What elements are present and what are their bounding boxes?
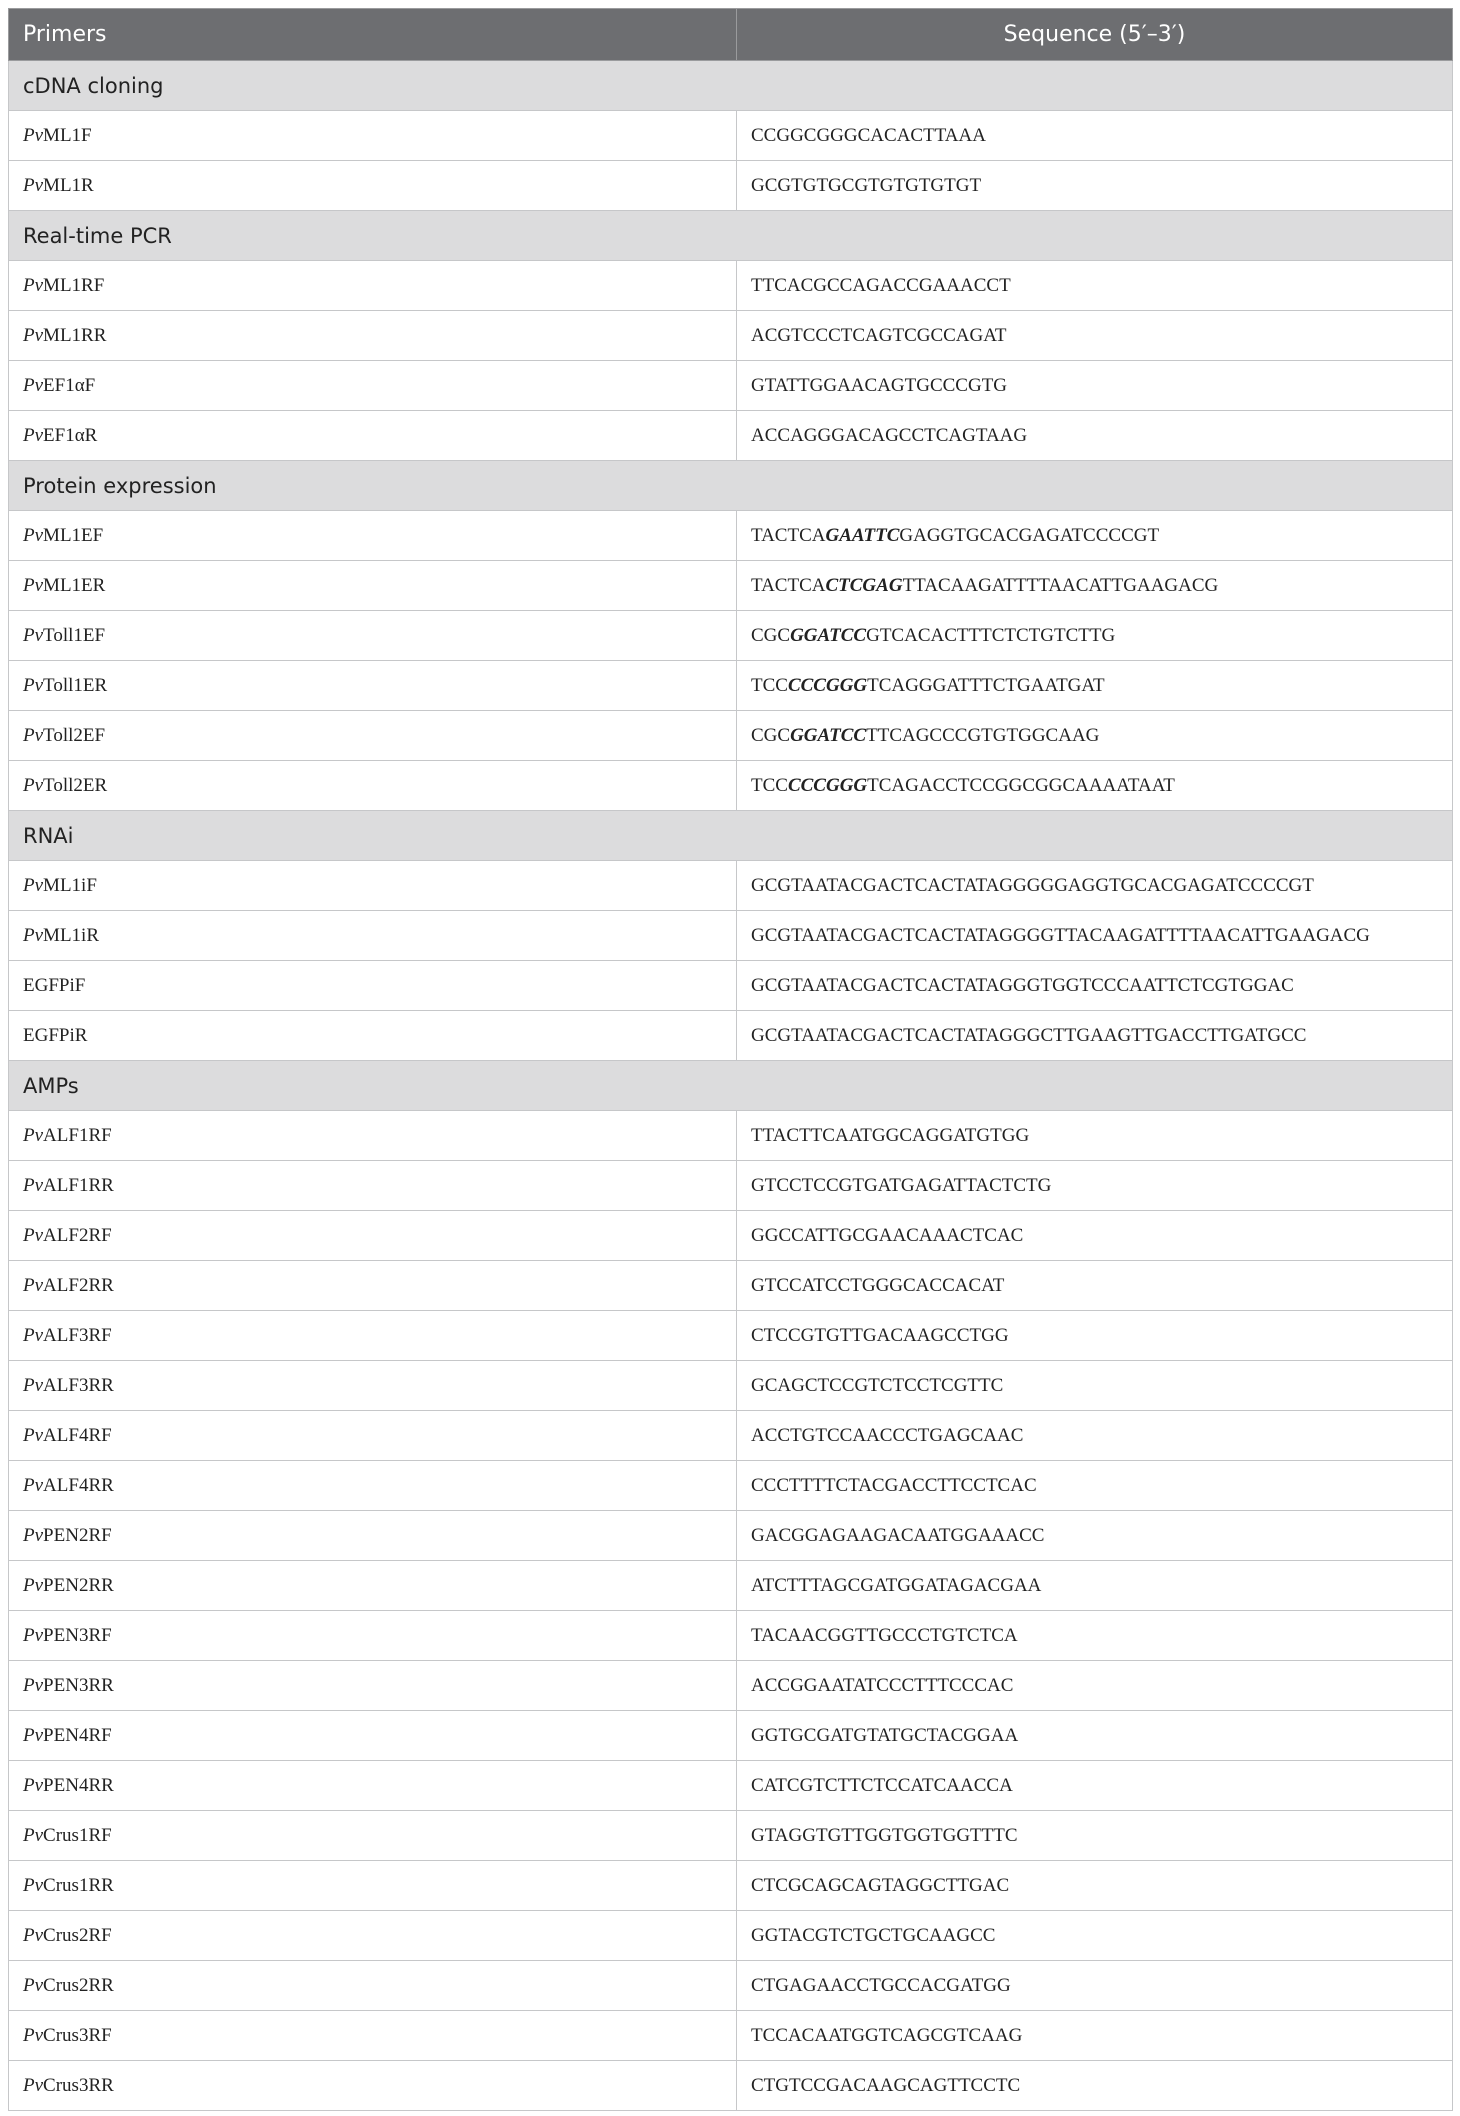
primer-sequence-cell [737, 1811, 1453, 1861]
sequence-part: CTGTCCGACAAGCAGTTCCTC [751, 2074, 1021, 2096]
primer-species-prefix: Pv [23, 1274, 44, 1296]
table-row [9, 1911, 1453, 1961]
primer-name: Toll1ER [43, 674, 108, 696]
primer-sequence-cell [737, 1111, 1453, 1161]
table-row [9, 761, 1453, 811]
primer-sequence-cell [737, 911, 1453, 961]
primer-table-container [8, 8, 1452, 2111]
table-row [9, 1461, 1453, 1511]
table-row [9, 1611, 1453, 1661]
table-row [9, 2061, 1453, 2111]
primer-species-prefix: Pv [23, 274, 44, 296]
primer-sequence-cell [737, 1211, 1453, 1261]
table-row [9, 561, 1453, 611]
primer-sequence-cell [737, 1761, 1453, 1811]
primer-name-cell [9, 1861, 737, 1911]
primer-name: ML1iR [43, 924, 99, 946]
primer-species-prefix: Pv [23, 1624, 44, 1646]
primer-name: Crus1RF [43, 1824, 112, 1846]
primer-sequence-cell [737, 861, 1453, 911]
primer-sequence-cell [737, 311, 1453, 361]
sequence-part: GTATTGGAACAGTGCCCGTG [751, 374, 1008, 396]
table-row [9, 1111, 1453, 1161]
primer-species-prefix: Pv [23, 1224, 44, 1246]
primer-name: ALF3RR [43, 1374, 114, 1396]
sequence-part: GCGTAATACGACTCACTATAGGGTGGTCCCAATTCTCGTGGAC [751, 974, 1294, 996]
primer-name: ALF2RR [43, 1274, 114, 1296]
primer-species-prefix: Pv [23, 324, 44, 346]
table-row [9, 361, 1453, 411]
primer-sequence-cell [737, 2011, 1453, 2061]
primer-species-prefix: Pv [23, 1774, 44, 1796]
primer-name-cell [9, 1911, 737, 1961]
sequence-part: TACAACGGTTGCCCTGTCTCA [751, 1624, 1018, 1646]
restriction-site: GGATCC [790, 624, 867, 646]
primer-sequence-cell [737, 1361, 1453, 1411]
primer-name-cell [9, 411, 737, 461]
primer-species-prefix: Pv [23, 1374, 44, 1396]
primer-name: Toll2EF [43, 724, 106, 746]
sequence-part: GCAGCTCCGTCTCCTCGTTC [751, 1374, 1004, 1396]
primer-name-cell [9, 1611, 737, 1661]
primer-name: PEN2RF [43, 1524, 112, 1546]
primer-name-cell [9, 311, 737, 361]
primer-sequence-cell [737, 261, 1453, 311]
primer-sequence-cell [737, 711, 1453, 761]
sequence-part: ACCTGTCCAACCCTGAGCAAC [751, 1424, 1024, 1446]
primer-name: ML1iF [43, 874, 97, 896]
primer-sequence-cell [737, 1661, 1453, 1711]
sequence-part: GAGGTGCACGAGATCCCCGT [899, 524, 1160, 546]
sequence-part: GCGTAATACGACTCACTATAGGGCTTGAAGTTGACCTTGATGCC [751, 1024, 1307, 1046]
primer-name-cell [9, 961, 737, 1011]
primer-species-prefix: Pv [23, 1974, 44, 1996]
section-row [9, 1061, 1453, 1111]
primer-name-cell [9, 1411, 737, 1461]
primer-sequence-cell [737, 111, 1453, 161]
primer-name: ML1EF [43, 524, 104, 546]
primer-name: PEN4RF [43, 1724, 112, 1746]
header-sequence: Sequence (5′–3′) [737, 9, 1453, 61]
primer-species-prefix: Pv [23, 524, 44, 546]
section-row [9, 461, 1453, 511]
table-row [9, 1161, 1453, 1211]
primer-name: ALF3RF [43, 1324, 112, 1346]
sequence-part: TCAGGGATTTCTGAATGAT [867, 674, 1105, 696]
sequence-part: GTCACACTTTCTCTGTCTTG [866, 624, 1116, 646]
primer-name-cell [9, 1711, 737, 1761]
primer-name-cell [9, 2061, 737, 2111]
primer-name: Crus2RF [43, 1924, 112, 1946]
primer-sequence-cell [737, 1611, 1453, 1661]
table-row [9, 861, 1453, 911]
sequence-part: GTCCTCCGTGATGAGATTACTCTG [751, 1174, 1052, 1196]
primer-name: ML1RF [43, 274, 105, 296]
primer-sequence-cell [737, 611, 1453, 661]
primer-name-cell [9, 761, 737, 811]
primer-name: ALF1RR [43, 1174, 114, 1196]
primer-name-cell [9, 1211, 737, 1261]
restriction-site: GAATTC [825, 524, 900, 546]
primer-species-prefix: Pv [23, 674, 44, 696]
primer-species-prefix: Pv [23, 1874, 44, 1896]
primer-species-prefix: Pv [23, 124, 44, 146]
primer-sequence-cell [737, 1911, 1453, 1961]
primer-species-prefix: Pv [23, 1724, 44, 1746]
sequence-part: TACTCA [751, 574, 826, 596]
primer-sequence-cell [737, 661, 1453, 711]
sequence-part: CTCGCAGCAGTAGGCTTGAC [751, 1874, 1010, 1896]
table-row [9, 311, 1453, 361]
sequence-part: CTGAGAACCTGCCACGATGG [751, 1974, 1011, 1996]
primer-name: PEN2RR [43, 1574, 114, 1596]
sequence-part: TCCACAATGGTCAGCGTCAAG [751, 2024, 1023, 2046]
primer-name-cell [9, 1511, 737, 1561]
primer-species-prefix: Pv [23, 1324, 44, 1346]
sequence-part: CCGGCGGGCACACTTAAA [751, 124, 986, 146]
header-row [9, 9, 1453, 61]
primer-species-prefix: Pv [23, 2074, 44, 2096]
primer-sequence-cell [737, 1461, 1453, 1511]
primer-sequence-cell [737, 511, 1453, 561]
section-row [9, 811, 1453, 861]
table-row [9, 661, 1453, 711]
primer-sequence-cell [737, 761, 1453, 811]
primer-species-prefix: Pv [23, 1474, 44, 1496]
table-row [9, 1761, 1453, 1811]
sequence-part: GGTACGTCTGCTGCAAGCC [751, 1924, 996, 1946]
primer-name: EGFPiR [23, 1024, 88, 1046]
table-row [9, 1511, 1453, 1561]
table-row [9, 1311, 1453, 1361]
sequence-part: CATCGTCTTCTCCATCAACCA [751, 1774, 1013, 1796]
sequence-part: ACGTCCCTCAGTCGCCAGAT [751, 324, 1007, 346]
primer-sequence-cell [737, 1311, 1453, 1361]
primer-sequence-cell [737, 1511, 1453, 1561]
table-row [9, 1661, 1453, 1711]
primer-species-prefix: Pv [23, 1924, 44, 1946]
primer-sequence-cell [737, 1711, 1453, 1761]
sequence-part: TACTCA [751, 524, 826, 546]
sequence-part: GCGTAATACGACTCACTATAGGGGTTACAAGATTTTAACATTGAAGACG [751, 924, 1370, 946]
table-row [9, 1711, 1453, 1761]
primer-name: Crus2RR [43, 1974, 114, 1996]
sequence-part: CTCCGTGTTGACAAGCCTGG [751, 1324, 1009, 1346]
primer-name-cell [9, 661, 737, 711]
sequence-part: CGC [751, 624, 791, 646]
table-row [9, 1961, 1453, 2011]
restriction-site: GGATCC [790, 724, 867, 746]
primer-name-cell [9, 911, 737, 961]
primer-name-cell [9, 361, 737, 411]
table-row [9, 1211, 1453, 1261]
primer-species-prefix: Pv [23, 1424, 44, 1446]
primer-sequence-cell [737, 1161, 1453, 1211]
primer-species-prefix: Pv [23, 424, 44, 446]
primer-sequence-cell [737, 561, 1453, 611]
primer-name-cell [9, 1961, 737, 2011]
primer-sequence-cell [737, 1861, 1453, 1911]
primer-species-prefix: Pv [23, 874, 44, 896]
primer-name: Crus1RR [43, 1874, 114, 1896]
primer-species-prefix: Pv [23, 624, 44, 646]
sequence-part: GCGTAATACGACTCACTATAGGGGGAGGTGCACGAGATCCCCGT [751, 874, 1314, 896]
primer-species-prefix: Pv [23, 1674, 44, 1696]
primer-name: EGFPiF [23, 974, 86, 996]
primer-name: PEN3RR [43, 1674, 114, 1696]
header-primers: Primers [9, 9, 737, 61]
table-row [9, 111, 1453, 161]
primer-species-prefix: Pv [23, 1574, 44, 1596]
section-title: Real-time PCR [9, 211, 1453, 261]
sequence-part: ACCGGAATATCCCTTTCCCAC [751, 1674, 1014, 1696]
primer-name-cell [9, 1661, 737, 1711]
primer-name-cell [9, 1111, 737, 1161]
primer-name-cell [9, 1261, 737, 1311]
sequence-part: GGCCATTGCGAACAAACTCAC [751, 1224, 1024, 1246]
table-row [9, 2011, 1453, 2061]
section-title: Protein expression [9, 461, 1453, 511]
table-row [9, 1261, 1453, 1311]
table-row [9, 1011, 1453, 1061]
sequence-part: CCCTTTTCTACGACCTTCCTCAC [751, 1474, 1037, 1496]
primer-sequence-cell [737, 1961, 1453, 2011]
primer-name-cell [9, 711, 737, 761]
table-row [9, 961, 1453, 1011]
primer-species-prefix: Pv [23, 1824, 44, 1846]
table-row [9, 511, 1453, 561]
primer-name-cell [9, 1811, 737, 1861]
sequence-part: TTCAGCCCGTGTGGCAAG [866, 724, 1100, 746]
primer-name: Toll2ER [43, 774, 108, 796]
sequence-part: GGTGCGATGTATGCTACGGAA [751, 1724, 1019, 1746]
sequence-part: GTCCATCCTGGGCACCACAT [751, 1274, 1005, 1296]
primer-sequence-cell [737, 361, 1453, 411]
primer-species-prefix: Pv [23, 774, 44, 796]
table-row [9, 1561, 1453, 1611]
primer-name: ALF1RF [43, 1124, 112, 1146]
primer-name-cell [9, 261, 737, 311]
primer-sequence-cell [737, 1261, 1453, 1311]
section-title: AMPs [9, 1061, 1453, 1111]
primer-name: PEN3RF [43, 1624, 112, 1646]
sequence-part: TCC [751, 674, 788, 696]
restriction-site: CCCGGG [787, 674, 868, 696]
primer-table [8, 8, 1453, 2111]
primer-name-cell [9, 2011, 737, 2061]
table-row [9, 411, 1453, 461]
primer-name-cell [9, 1011, 737, 1061]
table-row [9, 1411, 1453, 1461]
primer-name-cell [9, 561, 737, 611]
primer-name: Crus3RF [43, 2024, 112, 2046]
sequence-part: TCC [751, 774, 788, 796]
primer-name: Crus3RR [43, 2074, 114, 2096]
primer-species-prefix: Pv [23, 574, 44, 596]
primer-name: ALF4RF [43, 1424, 112, 1446]
table-row [9, 1861, 1453, 1911]
primer-sequence-cell [737, 1011, 1453, 1061]
sequence-part: GCGTGTGCGTGTGTGTGT [751, 174, 982, 196]
section-title: cDNA cloning [9, 61, 1453, 111]
primer-species-prefix: Pv [23, 1174, 44, 1196]
primer-name-cell [9, 1161, 737, 1211]
primer-sequence-cell [737, 1561, 1453, 1611]
sequence-part: TTCACGCCAGACCGAAACCT [751, 274, 1011, 296]
primer-name: EF1αF [43, 374, 96, 396]
primer-name-cell [9, 1361, 737, 1411]
primer-species-prefix: Pv [23, 924, 44, 946]
section-row [9, 61, 1453, 111]
sequence-part: TTACTTCAATGGCAGGATGTGG [751, 1124, 1030, 1146]
table-row [9, 161, 1453, 211]
primer-name: ALF2RF [43, 1224, 112, 1246]
primer-name: Toll1EF [43, 624, 106, 646]
sequence-part: GACGGAGAAGACAATGGAAACC [751, 1524, 1045, 1546]
primer-sequence-cell [737, 411, 1453, 461]
sequence-part: CGC [751, 724, 791, 746]
table-row [9, 1361, 1453, 1411]
section-title: RNAi [9, 811, 1453, 861]
primer-name-cell [9, 861, 737, 911]
primer-species-prefix: Pv [23, 2024, 44, 2046]
primer-name: ALF4RR [43, 1474, 114, 1496]
table-row [9, 711, 1453, 761]
primer-name-cell [9, 111, 737, 161]
sequence-part: ACCAGGGACAGCCTCAGTAAG [751, 424, 1028, 446]
table-row [9, 611, 1453, 661]
restriction-site: CCCGGG [787, 774, 868, 796]
section-row [9, 211, 1453, 261]
primer-sequence-cell [737, 1411, 1453, 1461]
sequence-part: TCAGACCTCCGGCGGCAAAATAAT [867, 774, 1175, 796]
primer-name-cell [9, 1761, 737, 1811]
primer-name-cell [9, 1311, 737, 1361]
primer-name-cell [9, 1561, 737, 1611]
primer-name: ML1ER [43, 574, 106, 596]
primer-species-prefix: Pv [23, 724, 44, 746]
primer-species-prefix: Pv [23, 374, 44, 396]
table-row [9, 1811, 1453, 1861]
primer-name: ML1F [43, 124, 92, 146]
table-row [9, 261, 1453, 311]
sequence-part: TTACAAGATTTTAACATTGAAGACG [902, 574, 1219, 596]
primer-species-prefix: Pv [23, 1524, 44, 1546]
primer-name-cell [9, 611, 737, 661]
restriction-site: CTCGAG [825, 574, 903, 596]
primer-name: PEN4RR [43, 1774, 114, 1796]
primer-name-cell [9, 511, 737, 561]
primer-species-prefix: Pv [23, 1124, 44, 1146]
primer-name: EF1αR [43, 424, 98, 446]
primer-name: ML1RR [43, 324, 107, 346]
primer-name-cell [9, 161, 737, 211]
primer-sequence-cell [737, 961, 1453, 1011]
sequence-part: ATCTTTAGCGATGGATAGACGAA [751, 1574, 1042, 1596]
primer-species-prefix: Pv [23, 174, 44, 196]
primer-sequence-cell [737, 161, 1453, 211]
table-row [9, 911, 1453, 961]
primer-sequence-cell [737, 2061, 1453, 2111]
primer-name-cell [9, 1461, 737, 1511]
table-body [9, 61, 1453, 2111]
primer-name: ML1R [43, 174, 94, 196]
sequence-part: GTAGGTGTTGGTGGTGGTTTC [751, 1824, 1018, 1846]
